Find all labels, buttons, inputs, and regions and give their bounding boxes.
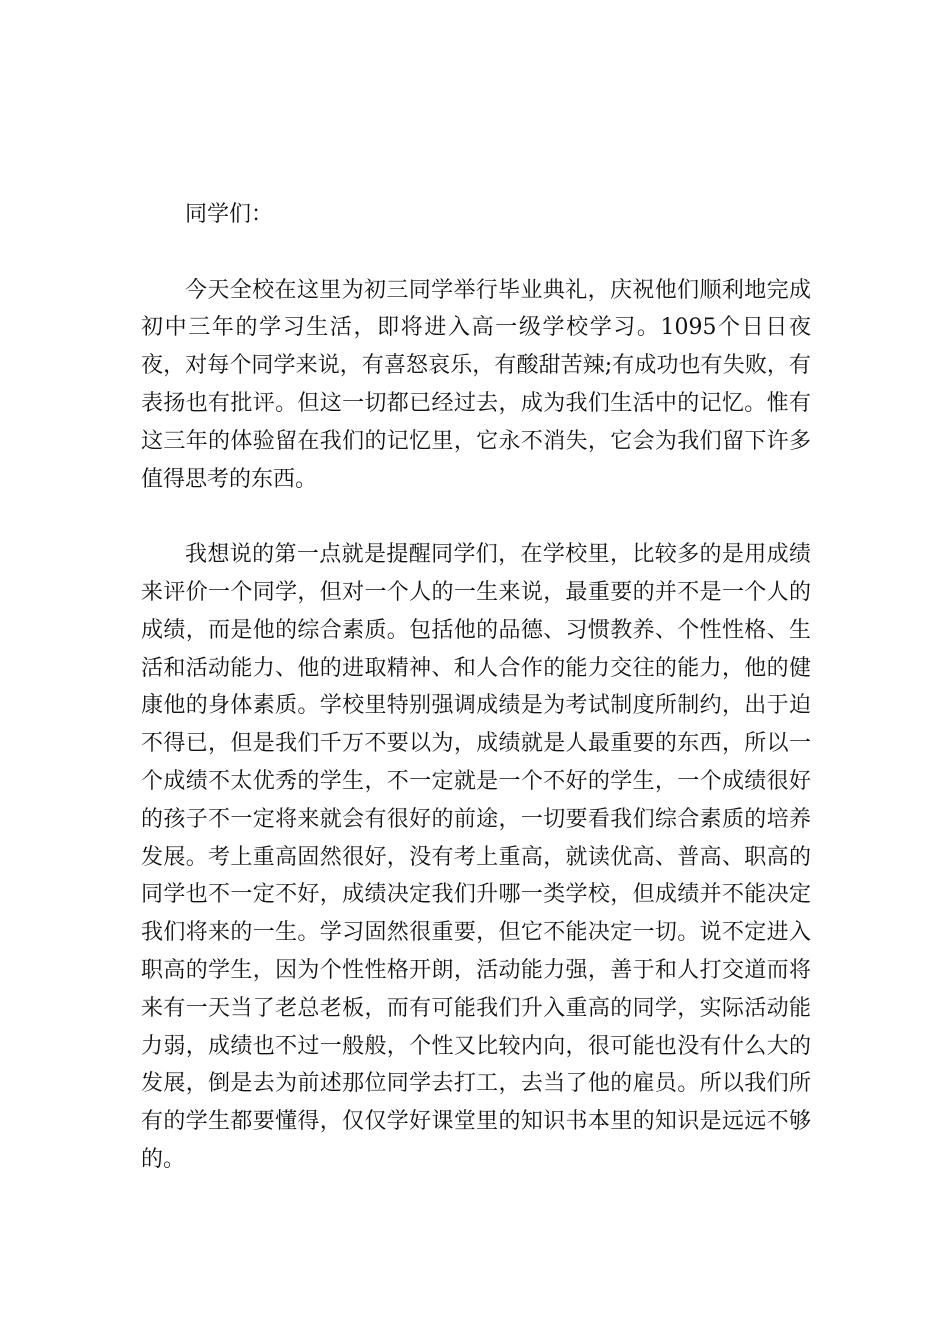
document-body (141, 196, 811, 1179)
greeting: 同学们： (185, 202, 274, 227)
paragraph-1: 今天全校在这里为初三同学举行毕业典礼，庆祝他们顺利地完成初中三年的学习生活，即将进入高一级学校学习。1095个日日夜夜，对每个同学来说，有喜怒哀乐，有酸甜苦辣;有成功也有失败，有表扬也有批评。但这一切都已经过去，成为我们生活中的记忆。惟有这三年的体验留在我们的记忆里，它永不消失，它会为我们留下许多值得思考的东西。 (141, 277, 811, 492)
paragraph-2: 我想说的第一点就是提醒同学们，在学校里，比较多的是用成绩来评价一个同学，但对一个人的一生来说，最重要的并不是一个人的成绩，而是他的综合素质。包括他的品德、习惯教养、个性性格、生活和活动能力、他的进取精神、和人合作的能力交往的能力，他的健康他的身体素质。学校里特别强调成绩是为考试制度所制约，出于迫不得已，但是我们千万不要以为，成绩就是人最重要的东西，所以一个成绩不太优秀的学生，不一定就是一个不好的学生，一个成绩很好的孩子不一定将来就会有很好的前途，一切要看我们综合素质的培养发展。考上重高固然很好，没有考上重高，就读优高、普高、职高的同学也不一定不好，成绩决定我们升哪一类学校，但成绩并不能决定我们将来的一生。学习固然很重要，但它不能决定一切。说不定进入职高的学生，因为个性性格开朗，活动能力强，善于和人打交道而将来有一天当了老总老板，而有可能我们升入重高的同学，实际活动能力弱，成绩也不过一般般，个性又比较内向，很可能也没有什么大的发展，倒是去为前述那位同学去打工，去当了他的雇员。所以我们所有的学生都要懂得，仅仅学好课堂里的知识书本里的知识是远远不够的。 (141, 542, 811, 1172)
